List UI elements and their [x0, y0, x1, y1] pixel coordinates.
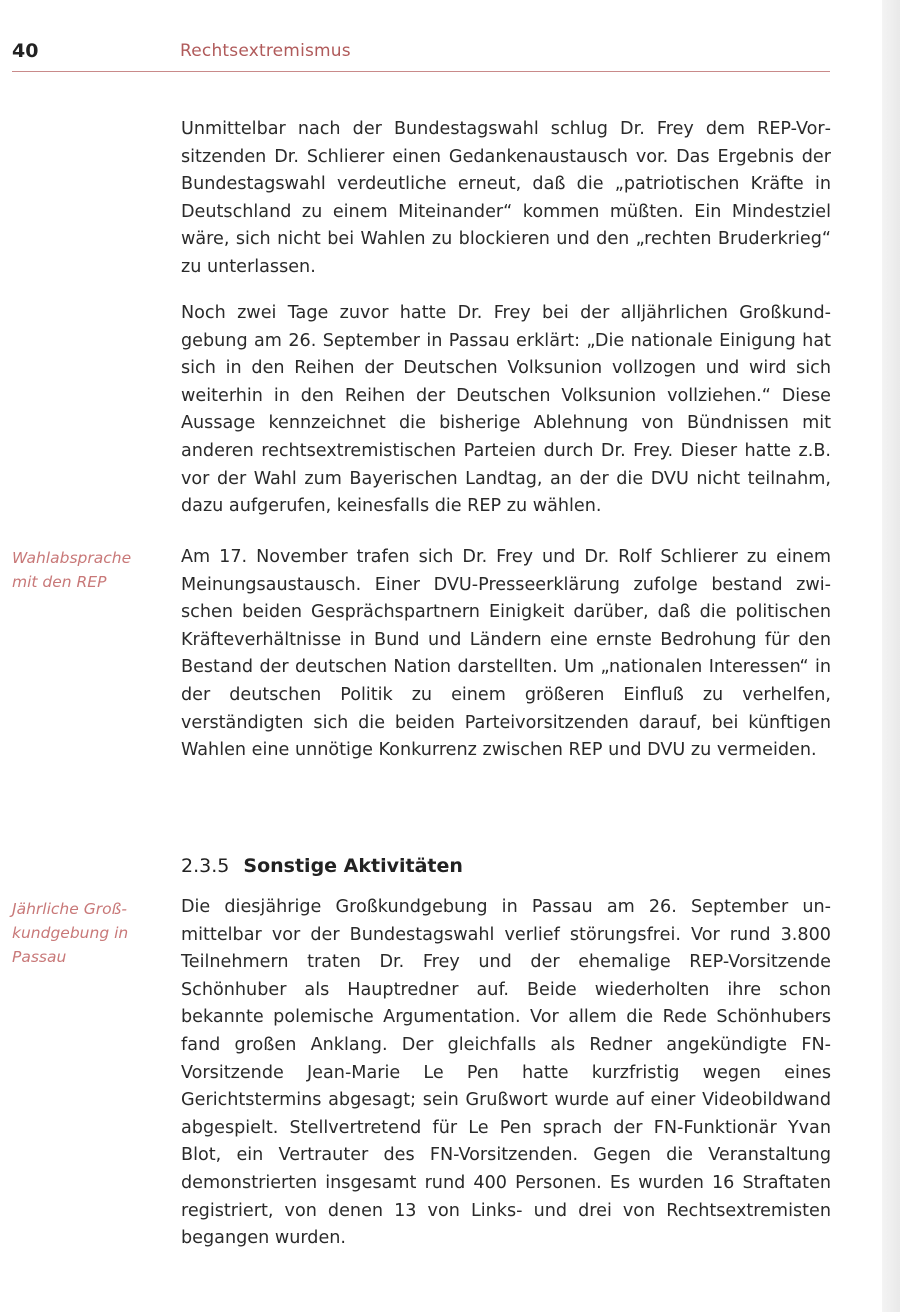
running-title: Rechtsextremismus — [180, 41, 351, 61]
paragraph-2: Noch zwei Tage zuvor hatte Dr. Frey bei der alljährlichen Großkundgebung am 26. September in Passau erklärt: „Die nationale Einigung hat sich in den Reihen der Deutschen Volksunion vollzogen und wird sich weiterhin in den Reihen der Deutschen Volksunion vollziehen.“ Diese Aussage kennzeichnet die bisherige Ablehnung von Bündnissen mit anderen rechtsextremistischen Parteien durch Dr. Frey. Dieser hatte z.B. vor der Wahl zum Bayerischen Landtag, an der die DVU nicht teilnahm, dazu aufgerufen, keinesfalls die REP zu wählen. — [181, 303, 831, 517]
page-header — [12, 40, 830, 70]
section-number: 2.3.5 — [181, 855, 230, 877]
paragraph-1: Unmittelbar nach der Bundestagswahl schlug Dr. Frey dem REP-Vorsitzenden Dr. Schlierer einen Gedankenaustausch vor. Das Ergebnis der Bundestagswahl verdeutliche erneut, daß die „patriotischen Kräfte in Deutschland zu einem Miteinander“ kommen müßten. Ein Mindestziel wäre, sich nicht bei Wahlen zu blockieren und den „rechten Bruderkrieg“ zu unterlassen. — [181, 119, 831, 277]
margin-note-wahlabsprache: Wahlabsprache mit den REP — [12, 549, 132, 591]
page-number: 40 — [12, 40, 39, 62]
page-edge-shadow — [882, 0, 900, 1312]
section-title: Sonstige Aktivitäten — [243, 855, 463, 877]
paragraph-3: Am 17. November trafen sich Dr. Frey und Dr. Rolf Schlierer zu einem Meinungsaustausch. Einer DVU-Presseerklärung zufolge bestand zwischen beiden Gesprächspartnern Einigkeit darüber, daß die politischen Kräfteverhältnisse in Bund und Ländern eine ernste Bedrohung für den Bestand der deutschen Nation darstellten. Um „nationalen Interessen“ in der deutschen Politik zu einem größeren Einfluß zu verhelfen, verständigten sich die beiden Parteivorsitzenden darauf, bei künftigen Wahlen eine unnötige Konkurrenz zwischen REP und DVU zu vermeiden. — [181, 547, 831, 761]
section-heading — [181, 852, 831, 880]
header-rule — [12, 71, 830, 72]
paragraph-4: Die diesjährige Großkundgebung in Passau am 26. September unmittelbar vor der Bundestagswahl verlief störungsfrei. Vor rund 3.800 Teilnehmern traten Dr. Frey und der ehemalige REP-Vorsitzende Schönhuber als Hauptredner auf. Beide wiederholten ihre schon bekannte polemische Argumentation. Vor allem die Rede Schönhubers fand großen Anklang. Der gleichfalls als Redner angekündigte FN-Vorsitzende Jean-Marie Le Pen hatte kurzfristig wegen eines Gerichtstermins abgesagt; sein Grußwort wurde auf einer Videobildwand abgespielt. Stellvertretend für Le Pen sprach der FN-Funktionär Yvan Blot, ein Vertrauter des FN-Vorsitzenden. Gegen die Veranstaltung demonstrierten insgesamt rund 400 Personen. Es wurden 16 Straftaten registriert, von denen 13 von Links- und drei von Rechtsextremisten begangen wurden. — [181, 897, 831, 1249]
margin-note-grosskundgebung: Jährliche Groß- kundgebung in Passau — [12, 900, 129, 966]
